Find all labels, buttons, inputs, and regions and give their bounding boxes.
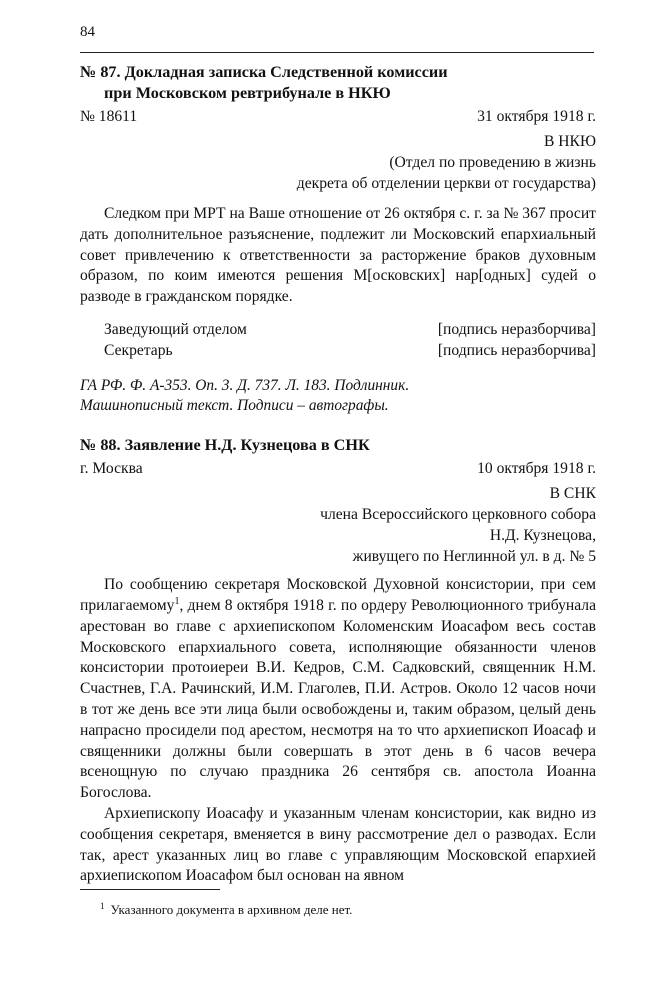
doc88-addressee-line: Н.Д. Кузнецова,	[489, 527, 596, 545]
doc87-signatures	[80, 320, 596, 362]
footnote-mark: 1	[100, 900, 105, 911]
doc87-meta	[80, 106, 596, 127]
doc88-title: № 88. Заявление Н.Д. Кузнецова в СНК	[80, 436, 370, 455]
doc87-addressee-line: (Отдел по проведению в жизнь	[389, 154, 596, 171]
archive-line: ГА РФ. Ф. А-353. Оп. 3. Д. 737. Л. 183. Подлинник.	[80, 376, 410, 394]
doc88-place: г. Москва	[80, 460, 143, 478]
doc88-paragraph-2: Архиепископу Иоасафу и указанным членам консистории, как видно из сообщения секретаря, вменяется в вину рассмотрение дел о разводах. Если так, арест указанных лиц во главе с управляющим Московской епархией архиепископом Иоасафом был основан на явном	[80, 804, 596, 885]
signature-note: [подпись неразборчива]	[437, 320, 596, 338]
paragraph-text: По сообщению секретаря Московской Духовной консистории, при сем прилагаемому	[80, 576, 596, 614]
paragraph-text: , днем 8 октября 1918 г. по ордеру Революционного трибунала арестован во главе с архиепископом Коломенским Иоасафом весь состав Московского епархиального совета, исполняющие обязанности членов консистории протоиереи В.И. Кедров, С.М. Садковский, священник Н.М. Счастнев, Г.А. Рачинский, И.М. Глаголев, П.И. Астров. Около 12 часов ночи в тот же день все эти лица были освобождены и, таким образом, целый день напрасно просидели под арестом, несмотря на то что архиепископ Иоасаф и священники должны были совершать в этот день в 6 часов вечера всенощную по случаю праздника 26 сентября св. апостола Иоанна Богослова.	[80, 596, 596, 802]
signature-note: [подпись неразборчива]	[437, 341, 596, 359]
header-rule	[80, 52, 594, 53]
page-content	[80, 62, 596, 887]
doc88-paragraph-1	[80, 575, 596, 804]
footnote-rule	[80, 889, 220, 890]
signature-row	[80, 320, 596, 341]
signature-row	[80, 341, 596, 362]
footnote	[100, 902, 352, 918]
footnote-text: Указанного документа в архивном деле нет.	[110, 902, 353, 917]
footnote-ref: 1	[174, 595, 180, 607]
doc87-addressee-line: декрета об отделении церкви от государства)	[296, 175, 596, 192]
doc87-archive-ref	[80, 376, 596, 418]
page-number: 84	[80, 24, 95, 40]
archive-line: Машинописный текст. Подписи – автографы.	[80, 397, 389, 415]
doc87-addressee-line: В НКЮ	[544, 133, 596, 150]
doc88-addressee-line: члена Всероссийского церковного собора	[320, 506, 596, 524]
doc88-addressee	[80, 483, 596, 567]
doc88-addressee-line: В СНК	[549, 485, 596, 503]
doc87-addressee	[80, 131, 596, 194]
signature-role: Секретарь	[104, 341, 173, 359]
doc87-title-line1: № 87. Докладная записка Следственной комиссии	[80, 63, 448, 81]
doc87-date: 31 октября 1918 г.	[477, 108, 596, 125]
doc87-title	[80, 62, 596, 104]
doc87-number: № 18611	[80, 108, 138, 125]
doc88-date: 10 октября 1918 г.	[477, 460, 596, 478]
doc88-meta	[80, 458, 596, 479]
doc87-title-line2: при Московском ревтрибунале в НКЮ	[104, 84, 391, 102]
signature-role: Заведующий отделом	[104, 320, 247, 338]
doc88-addressee-line: живущего по Неглинной ул. в д. № 5	[352, 548, 596, 566]
doc87-body: Следком при МРТ на Ваше отношение от 26 октября с. г. за № 367 просит дать дополнительное разъяснение, подлежит ли Московский епархиальный совет привлечению к ответственности за расторжение браков духовным образом, по коим имеются решения М[осковских] нар[одных] судей о разводе в гражданском порядке.	[80, 205, 596, 306]
